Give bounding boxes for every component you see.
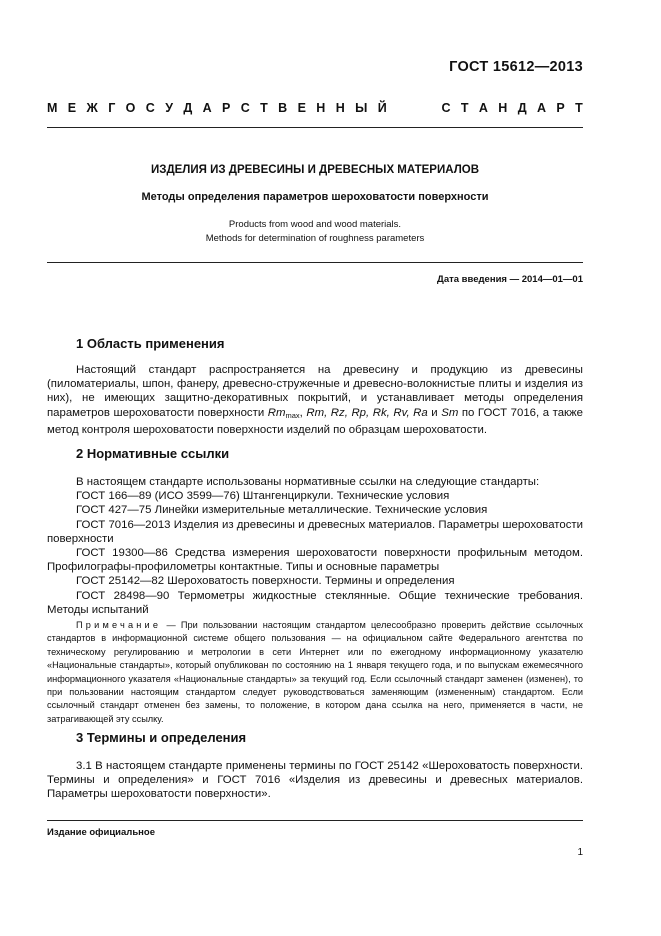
banner-letter: Г — [108, 101, 116, 115]
page-number: 1 — [577, 847, 583, 858]
banner-letter: Н — [335, 101, 345, 115]
param-sm: Sm — [441, 406, 459, 419]
banner-letter: С — [145, 101, 155, 115]
interstate-standard-banner — [47, 101, 583, 115]
banner-gap — [397, 101, 431, 115]
reference-item: ГОСТ 7016—2013 Изделия из древесины и древесных материалов. Параметры шероховатости поверхности — [47, 518, 583, 545]
section-3-text: 3.1 В настоящем стандарте применены термины по ГОСТ 25142 «Шероховатость поверхности. Термины и определения» и ГОСТ 7016 «Изделия из древесины и древесных материалов. Параметры шероховатости поверхности». — [47, 760, 583, 801]
section-2-heading: 2 Нормативные ссылки — [76, 446, 230, 461]
reference-item: ГОСТ 28498—90 Термометры жидкостные стеклянные. Общие технические требования. Методы испытаний — [47, 589, 583, 616]
reference-item: ГОСТ 19300—86 Средства измерения шероховатости поверхности профильным методом. Профилографы-профилометры контактные. Типы и основные параметры — [47, 547, 583, 574]
banner-letter: Ж — [86, 101, 98, 115]
banner-letter: Й — [377, 101, 387, 115]
banner-letter: Т — [575, 101, 583, 115]
intro-date: Дата введения — 2014—01—01 — [437, 274, 583, 285]
reference-item: ГОСТ 25142—82 Шероховатость поверхности. Термины и определения — [76, 575, 455, 588]
banner-letter: Р — [556, 101, 565, 115]
banner-letter: С — [441, 101, 451, 115]
banner-letter: У — [165, 101, 173, 115]
note-label: Примечание — [76, 620, 162, 630]
section-3-heading: 3 Термины и определения — [76, 730, 247, 745]
banner-letter: Е — [297, 101, 306, 115]
banner-letter: Т — [260, 101, 268, 115]
note-text: — При пользовании настоящим стандартом целесообразно проверить действие ссылочных стандартов в информационной системе общего пользования — на официальном сайте Федерального агентства по техническому регулированию и метрологии в сети Интернет или по ежегодному информационному указателю «Национальные стандарты», который опубликован по состоянию на 1 января текущего года, и по выпускам ежемесячного информационного указателя «Национальные стандарты» за текущий год. Если ссылочный стандарт заменен (изменен), то при пользовании настоящим стандартом следует руководствоваться заменяющим (измененным) стандартом. Если ссылочный стандарт отменен без замены, то положение, в котором дана ссылка на него, применяется в части, не затрагивающей эту ссылку. — [47, 620, 583, 724]
banner-letter: Н — [316, 101, 326, 115]
reference-item: ГОСТ 166—89 (ИСО 3599—76) Штангенциркули. Технические условия — [76, 490, 450, 503]
banner-letter: Д — [183, 101, 193, 115]
section-1-heading: 1 Область применения — [76, 336, 225, 351]
header-rule — [47, 127, 583, 128]
and-word: и — [427, 406, 442, 419]
doc-number: ГОСТ 15612—2013 — [449, 59, 583, 75]
banner-letter: Р — [222, 101, 231, 115]
banner-letter: В — [278, 101, 288, 115]
params-rest: Rm, Rz, Rp, Rk, Rv, Ra — [306, 406, 428, 419]
title-en — [47, 218, 583, 246]
banner-letter: Д — [517, 101, 527, 115]
title-en-line2: Methods for determination of roughness parameters — [205, 233, 425, 244]
banner-letter: А — [536, 101, 547, 115]
title-en-line1: Products from wood and wood materials. — [228, 219, 402, 230]
references-list — [47, 475, 583, 617]
edition-label: Издание официальное — [47, 827, 155, 838]
section-1-text-a: Настоящий стандарт распространяется на древесину и продукцию из древесины (пиломатериалы, шпон, фанеру, древесно-стружечные и древесно-волокнистые плиты и изделия из них), не имеющих защитно-декоративных покрытий, и устанавливает методы определения параметров шероховатости поверхности — [47, 364, 583, 419]
banner-letter: Е — [67, 101, 77, 115]
banner-letter: А — [202, 101, 212, 115]
banner-letter: А — [478, 101, 488, 115]
banner-letter: Н — [498, 101, 508, 115]
banner-letter: М — [47, 101, 58, 115]
banner-letter: Т — [460, 101, 469, 115]
reference-item: ГОСТ 427—75 Линейки измерительные металлические. Технические условия — [76, 504, 488, 517]
banner-letter: С — [240, 101, 250, 115]
footer-rule — [47, 820, 583, 821]
references-note — [47, 619, 583, 726]
subtitle-ru: Методы определения параметров шероховатости поверхности — [141, 191, 489, 203]
banner-letter: О — [125, 101, 136, 115]
param-rm-sub: max — [285, 410, 300, 420]
references-intro: В настоящем стандарте использованы нормативные ссылки на следующие стандарты: — [76, 476, 540, 488]
title-ru: ИЗДЕЛИЯ ИЗ ДРЕВЕСИНЫ И ДРЕВЕСНЫХ МАТЕРИАЛОВ — [150, 164, 480, 176]
param-rm: Rm — [267, 406, 286, 419]
title-rule — [47, 262, 583, 263]
section-1-text-b: по ГОСТ 7016, а также метод контроля шероховатости поверхности изделий по образцам шероховатости. — [47, 406, 583, 436]
banner-letter: Ы — [355, 101, 368, 115]
section-1-text: Настоящий стандарт распространяется на древесину и продукцию из древесины (пиломатериалы, шпон, фанеру, древесно-стружечные и древесно-волокнистые плиты и изделия из них), не имеющих защитно-декоративных покрытий, и устанавливает методы определения параметров шероховатости поверхности $Rm_{max}$, Rm, Rz, Rp, Rk, Rv, Ra и Sm по ГОСТ 7016, а также метод контроля шероховатости поверхности изделий по образцам шероховатости. — [47, 364, 583, 436]
